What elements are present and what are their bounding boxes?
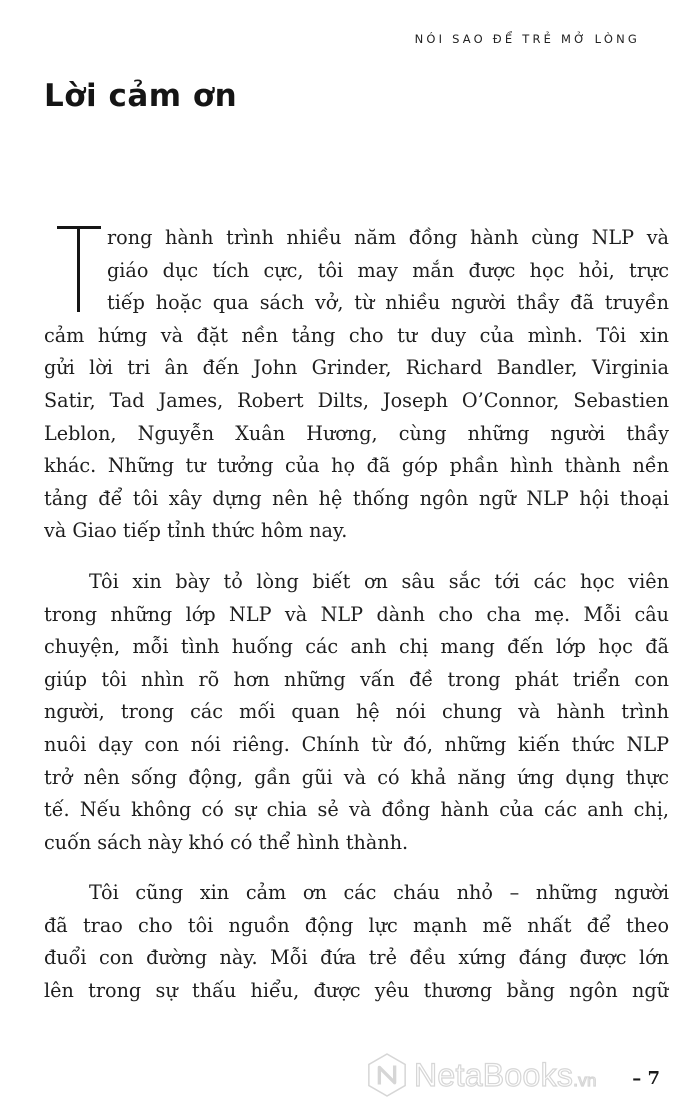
text-line: giáo dục tích cực, tôi may mắn được học hỏi, trực — [107, 258, 669, 282]
text-line: tế. Nếu không có sự chia sẻ và đồng hành của các anh chị, — [44, 798, 669, 822]
text-line: người, trong các mối quan hệ nói chung và hành trình — [44, 700, 669, 724]
watermark-logo — [366, 1050, 616, 1100]
text-line: tảng để tôi xây dựng nên hệ thống ngôn ngữ NLP hội thoại — [44, 486, 669, 510]
text-line: lên trong sự thấu hiểu, được yêu thương bằng ngôn ngữ — [44, 979, 669, 1003]
text-line: Tôi xin bày tỏ lòng biết ơn sâu sắc tới các học viên — [89, 569, 669, 593]
chapter-title: Lời cảm ơn — [44, 78, 238, 114]
watermark-brand: NetaBooks — [414, 1056, 574, 1093]
netabooks-hexagon-icon — [366, 1052, 408, 1098]
running-head: NÓI SAO ĐỂ TRẺ MỞ LÒNG — [414, 32, 640, 46]
text-line: và Giao tiếp tỉnh thức hôm nay. — [44, 519, 348, 543]
paragraph-1 — [44, 222, 669, 548]
paragraph-2 — [44, 566, 669, 859]
text-line: nuôi dạy con nói riêng. Chính từ đó, những kiến thức NLP — [44, 732, 669, 756]
text-line: rong hành trình nhiều năm đồng hành cùng NLP và — [107, 226, 669, 249]
text-line: chuyện, mỗi tình huống các anh chị mang đến lớp học đã — [44, 635, 669, 659]
text-line: Leblon, Nguyễn Xuân Hương, cùng những người thầy — [44, 421, 669, 445]
watermark-suffix: .vn — [573, 1070, 597, 1090]
text-line: Satir, Tad James, Robert Dilts, Joseph O’Connor, Sebastien — [44, 388, 669, 412]
watermark-text — [414, 1057, 597, 1094]
text-line: cuốn sách này khó có thể hình thành. — [44, 830, 409, 854]
text-line: Tôi cũng xin cảm ơn các cháu nhỏ – những người — [89, 881, 669, 905]
text-line: cảm hứng và đặt nền tảng cho tư duy của mình. Tôi xin — [44, 323, 669, 347]
text-line: đã trao cho tôi nguồn động lực mạnh mẽ nhất để theo — [44, 913, 669, 937]
text-line: trở nên sống động, gần gũi và có khả năng ứng dụng thực — [44, 765, 669, 789]
text-line: tiếp hoặc qua sách vở, từ nhiều người thầy đã truyền — [107, 291, 669, 315]
text-line: khác. Những tư tưởng của họ đã góp phần hình thành nền — [44, 454, 669, 478]
text-line: trong những lớp NLP và NLP dành cho cha mẹ. Mỗi câu — [44, 602, 669, 626]
page-number: – 7 — [626, 1068, 660, 1089]
text-line: giúp tôi nhìn rõ hơn những vấn đề trong phát triển con — [44, 667, 669, 691]
text-line: gửi lời tri ân đến John Grinder, Richard Bandler, Virginia — [44, 356, 669, 380]
text-line: đuổi con đường này. Mỗi đứa trẻ đều xứng đáng được lớn — [44, 946, 669, 970]
paragraph-3 — [44, 877, 669, 1007]
body-text — [44, 222, 669, 1026]
